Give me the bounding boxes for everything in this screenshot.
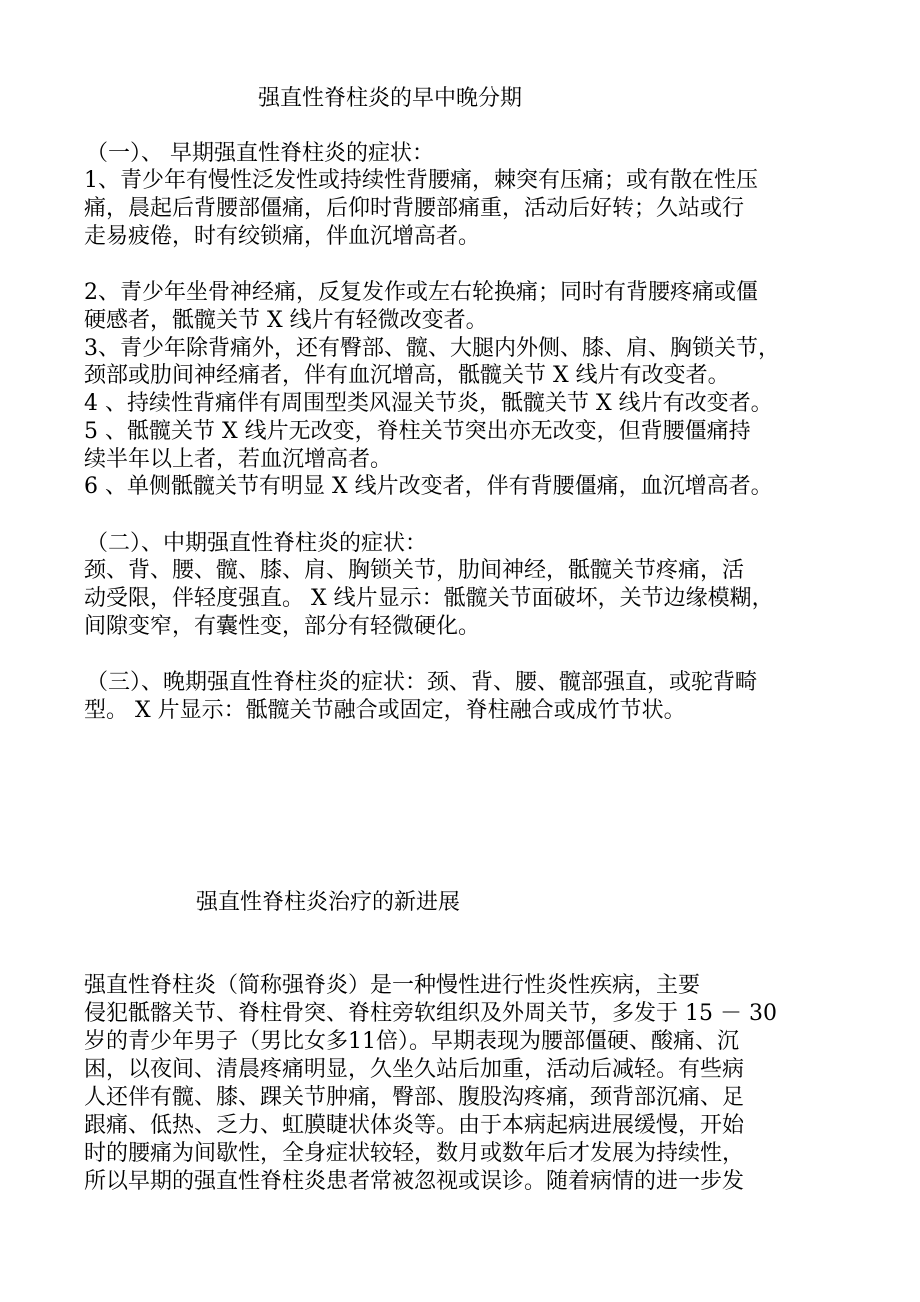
- paragraph-line: 所以早期的强直性脊柱炎患者常被忽视或误诊。随着病情的进一步发: [84, 1169, 745, 1194]
- early-item-line: 颈部或肋间神经痛者，伴有血沉增高，骶髋关节 X 线片有改变者。: [84, 363, 730, 388]
- late-line: 型。 X 片显示：骶髋关节融合或固定，脊柱融合或成竹节状。: [84, 698, 686, 723]
- paragraph-line: 跟痛、低热、乏力、虹膜睫状体炎等。由于本病起病进展缓慢，开始: [84, 1113, 745, 1138]
- early-item-line: 6 、单侧骶髋关节有明显 X 线片改变者，伴有背腰僵痛，血沉增高者。: [84, 474, 773, 499]
- section1-title: 强直性脊柱炎的早中晚分期: [258, 86, 523, 111]
- early-item-line: 4 、持续性背痛伴有周围型类风湿关节炎，骶髋关节 X 线片有改变者。: [84, 391, 773, 416]
- early-item-line: 3、青少年除背痛外，还有臀部、髋、大腿内外侧、膝、肩、胸锁关节，: [84, 336, 780, 361]
- paragraph-line: 侵犯骶髂关节、脊柱骨突、脊柱旁软组织及外周关节，多发于 15 － 30: [84, 1001, 777, 1026]
- section2-title: 强直性脊柱炎治疗的新进展: [196, 890, 461, 915]
- early-heading: （一）、 早期强直性脊柱炎的症状：: [86, 141, 434, 166]
- early-item-line: 5 、骶髋关节 X 线片无改变，脊柱关节突出亦无改变，但背腰僵痛持: [84, 419, 751, 444]
- middle-heading: （二）、中期强直性脊柱炎的症状：: [86, 531, 428, 556]
- paragraph-line: 强直性脊柱炎（简称强脊炎）是一种慢性进行性炎性疾病，主要: [84, 973, 701, 998]
- early-item-line: 2、青少年坐骨神经痛，反复发作或左右轮换痛；同时有背腰疼痛或僵: [84, 280, 758, 305]
- paragraph-line: 岁的青少年男子（男比女多11倍）。早期表现为腰部僵硬、酸痛、沉: [84, 1029, 739, 1054]
- late-line: （三）、晚期强直性脊柱炎的症状：颈、背、腰、髋部强直，或驼背畸: [86, 670, 758, 695]
- early-item-line: 硬感者，骶髋关节 X 线片有轻微改变者。: [84, 308, 488, 333]
- early-item-line: 走易疲倦，时有绞锁痛，伴血沉增高者。: [84, 224, 481, 249]
- middle-line: 颈、背、腰、髋、膝、肩、胸锁关节，肋间神经，骶髋关节疼痛，活: [84, 558, 745, 583]
- early-item-line: 1、青少年有慢性泛发性或持续性背腰痛，棘突有压痛；或有散在性压: [84, 168, 758, 193]
- early-item-line: 痛，晨起后背腰部僵痛，后仰时背腰部痛重，活动后好转；久站或行: [84, 196, 745, 221]
- early-item-line: 续半年以上者，若血沉增高者。: [84, 447, 393, 472]
- paragraph-line: 时的腰痛为间歇性，全身症状较轻，数月或数年后才发展为持续性，: [84, 1141, 745, 1166]
- paragraph-line: 人还伴有髋、膝、踝关节肿痛，臀部、腹股沟疼痛，颈背部沉痛、足: [84, 1085, 745, 1110]
- middle-line: 动受限，伴轻度强直。 X 线片显示：骶髋关节面破坏，关节边缘模糊，: [84, 586, 774, 611]
- middle-line: 间隙变窄，有囊性变，部分有轻微硬化。: [84, 614, 481, 639]
- paragraph-line: 困，以夜间、清晨疼痛明显，久坐久站后加重，活动后减轻。有些病: [84, 1057, 745, 1082]
